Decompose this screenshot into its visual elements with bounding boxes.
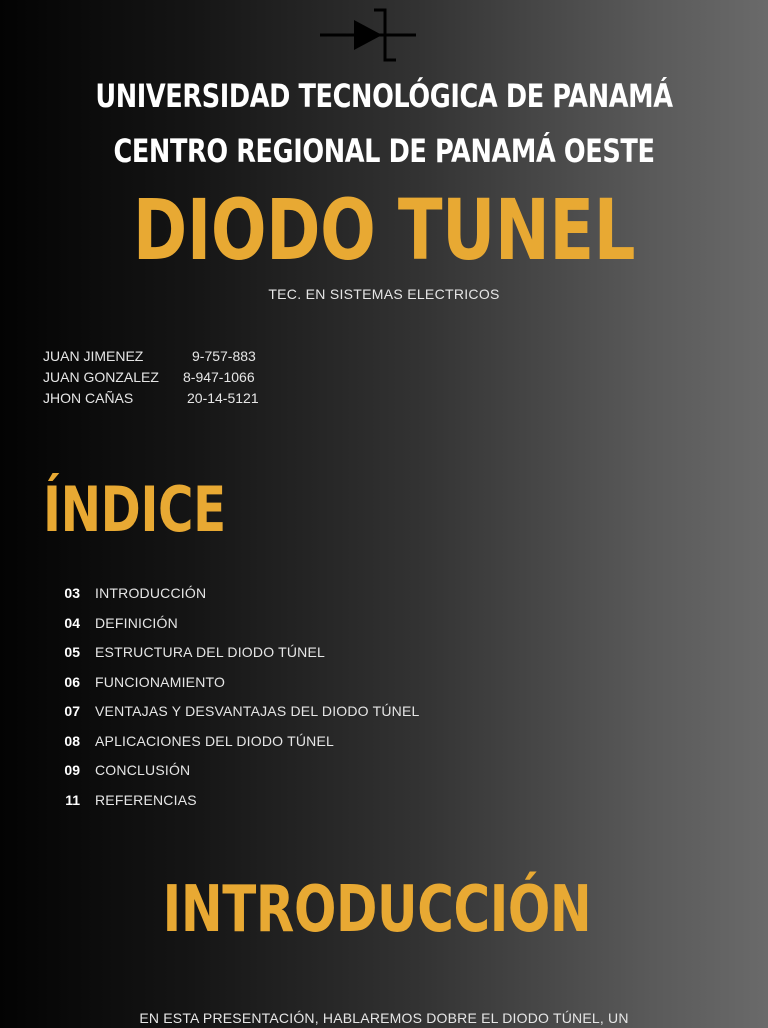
toc-page-number: 05 [64,644,80,660]
member-id: 20-14-5121 [187,390,259,406]
member-row [43,388,303,408]
toc-label: FUNCIONAMIENTO [95,674,226,690]
toc-label: ESTRUCTURA DEL DIODO TÚNEL [95,644,326,660]
member-row [43,367,303,387]
tunnel-diode-symbol-icon [318,6,418,64]
regional-center-name: CENTRO REGIONAL DE PANAMÁ OESTE [113,132,655,170]
document-title: DIODO TUNEL [132,181,636,279]
toc-label: VENTAJAS Y DESVANTAJAS DEL DIODO TÚNEL [95,703,420,719]
toc-label: INTRODUCCIÓN [95,585,207,601]
member-id: 8-947-1066 [183,369,255,385]
toc-item[interactable] [58,701,458,721]
toc-label: APLICACIONES DEL DIODO TÚNEL [95,733,334,749]
career-subtitle: TEC. EN SISTEMAS ELECTRICOS [268,286,500,302]
university-name: UNIVERSIDAD TECNOLÓGICA DE PANAMÁ [95,77,673,115]
toc-item[interactable] [58,790,458,810]
toc-item[interactable] [58,613,458,633]
toc-page-number: 04 [64,615,80,631]
toc-item[interactable] [58,642,458,662]
toc-label: REFERENCIAS [95,792,197,808]
toc-page-number: 11 [65,792,80,808]
toc-page-number: 03 [64,585,80,601]
toc-label: CONCLUSIÓN [95,762,191,778]
introduction-heading: INTRODUCCIÓN [162,873,592,947]
toc-item[interactable] [58,672,458,692]
toc-page-number: 06 [64,674,80,690]
toc-item[interactable] [58,583,458,603]
toc-page-number: 08 [64,733,80,749]
index-heading: ÍNDICE [43,473,226,546]
introduction-text: EN ESTA PRESENTACIÓN, HABLAREMOS DOBRE EL DIODO TÚNEL, UN [139,1010,629,1026]
member-row [43,346,303,366]
member-name: JUAN JIMENEZ [43,348,144,364]
toc-item[interactable] [58,760,458,780]
member-name: JUAN GONZALEZ [43,369,159,385]
toc-page-number: 09 [64,762,80,778]
member-id: 9-757-883 [192,348,256,364]
toc-item[interactable] [58,731,458,751]
member-name: JHON CAÑAS [43,390,134,406]
toc-label: DEFINICIÓN [95,615,178,631]
toc-page-number: 07 [64,703,80,719]
